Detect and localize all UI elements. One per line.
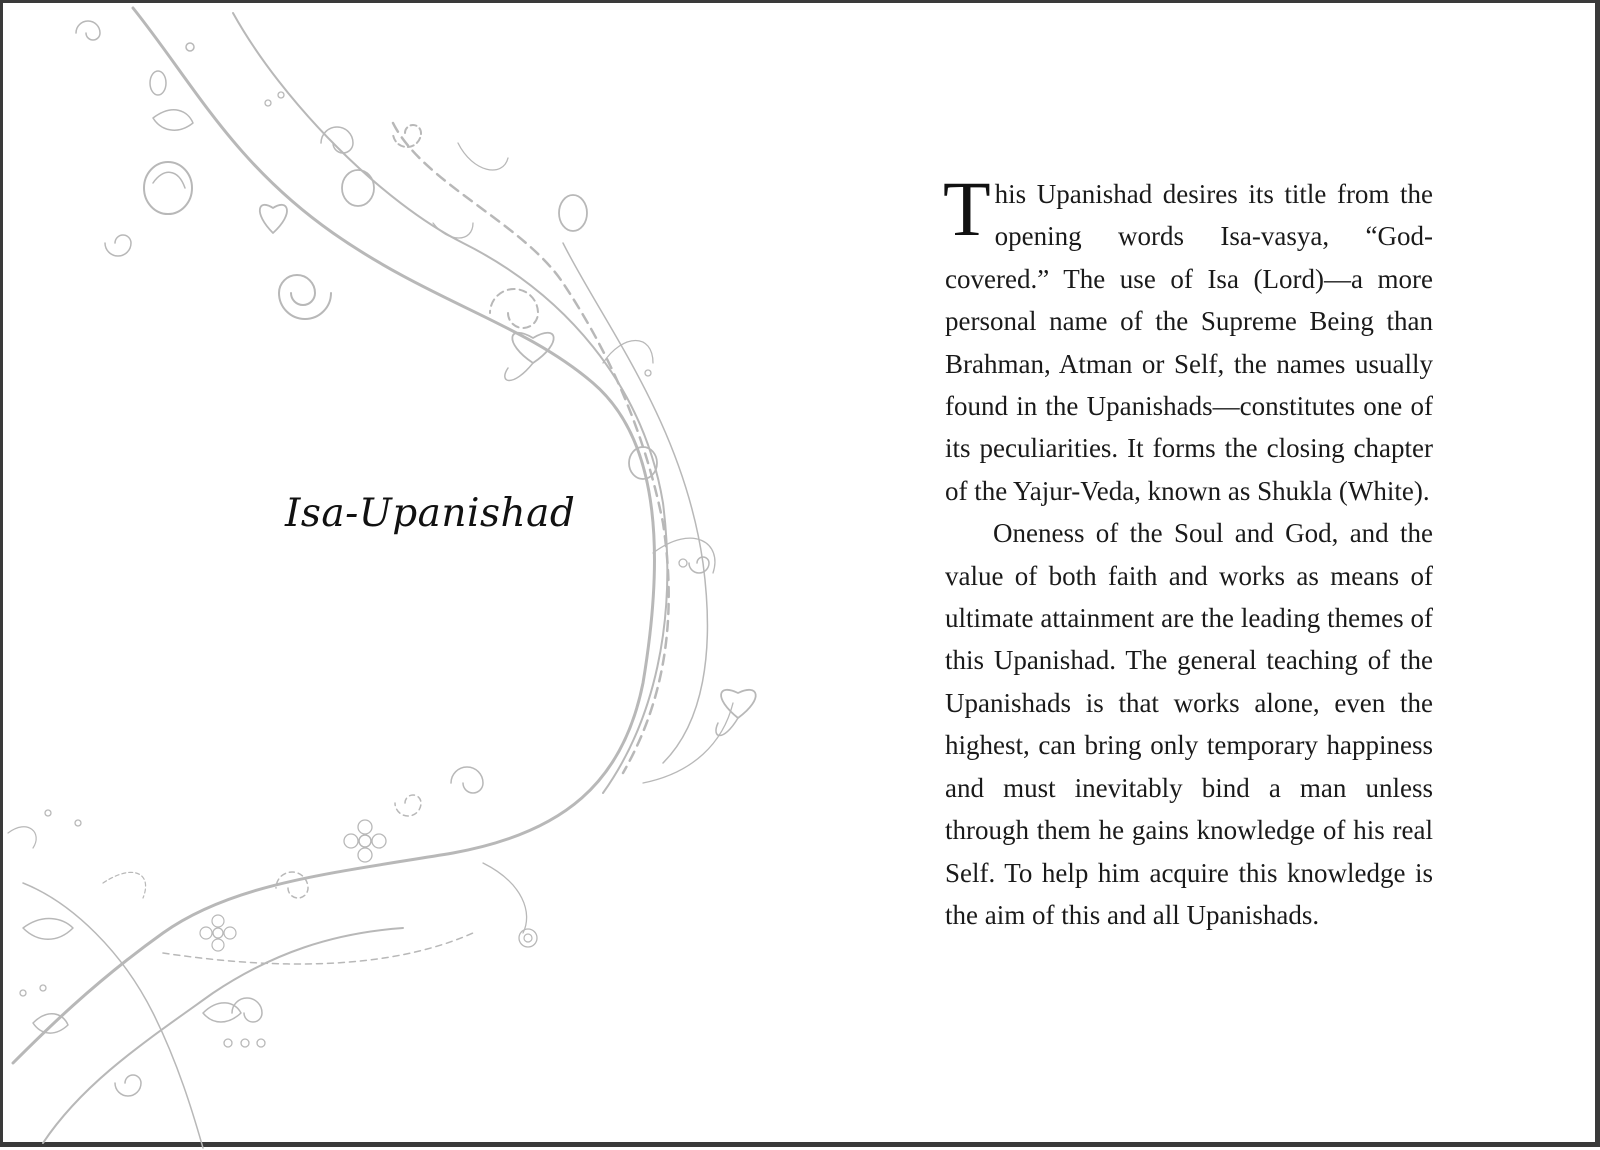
paragraph-1-text: his Upanishad desires its title from the opening words Isa-vasya, “God-covered.” The use of Isa (Lord)—a more personal name of the Supreme Being than Brahman, Atman or Self, the names usually found in the Upanishads—constitutes one of its peculiarities. It forms the closing chapter of the Yajur-Veda, known as Shukla (White). [945,179,1433,506]
paragraph-1 [943,165,1433,512]
drop-cap: T [943,165,991,252]
floral-vine-icon [3,3,783,1150]
paragraph-2: Oneness of the Soul and God, and the value of both faith and works as means of ultimate attainment are the leading themes of this Upanishad. The general teaching of the Upanishads is that works alone, even the highest, can bring only temporary happiness and must inevitably bind a man unless through them he gains knowledge of his real Self. To help him acquire this knowledge is the aim of this and all Upanishads. [945,518,1433,930]
body-text [943,165,1433,936]
chapter-title: Isa-Upanishad [285,491,576,536]
